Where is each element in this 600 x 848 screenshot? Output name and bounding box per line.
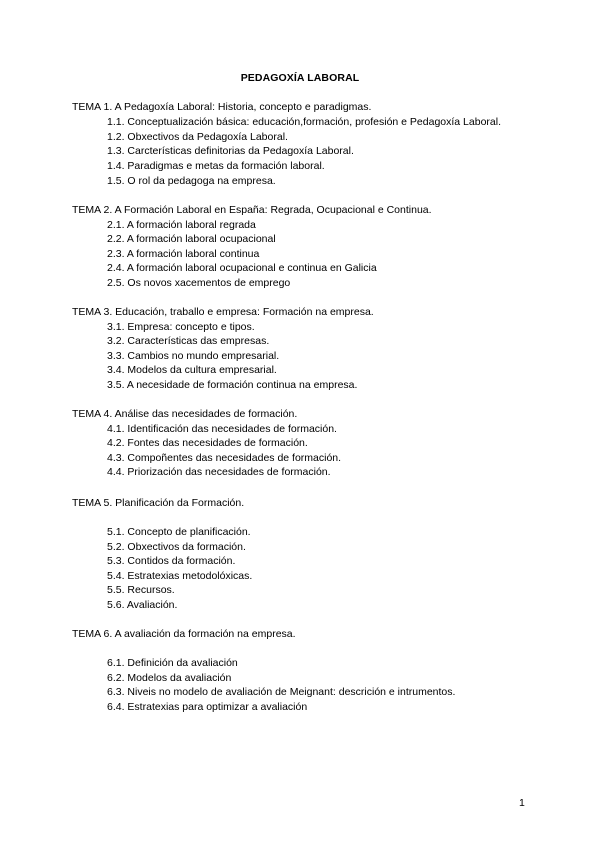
tema-1-item-2: 1.2. Obxectivos da Pedagoxía Laboral. [107,131,288,143]
tema-6-item-4: 6.4. Estratexias para optimizar a avaliación [107,701,308,713]
tema-2-item-5: 2.5. Os novos xacementos de emprego [107,277,291,289]
tema-1-item-1: 1.1. Conceptualización básica: educación,formación, profesión e Pedagoxía Laboral. [107,116,502,128]
tema-5-heading: TEMA 5. Planificación da Formación. [72,497,245,509]
tema-1-item-3: 1.3. Carcterísticas definitorias da Pedagoxía Laboral. [107,145,354,157]
tema-3-item-4: 3.4. Modelos da cultura empresarial. [107,364,277,376]
tema-4-heading: TEMA 4. Análise das necesidades de formación. [72,408,298,420]
page-number: 1 [519,797,525,809]
tema-2-item-2: 2.2. A formación laboral ocupacional [107,233,276,245]
tema-3-item-3: 3.3. Cambios no mundo empresarial. [107,350,280,362]
tema-1-item-5: 1.5. O rol da pedagoga na empresa. [107,175,276,187]
tema-1-heading: TEMA 1. A Pedagoxía Laboral: Historia, concepto e paradigmas. [72,101,372,113]
tema-3-heading: TEMA 3. Educación, traballo e empresa: Formación na empresa. [72,306,374,318]
tema-4-item-3: 4.3. Compoñentes das necesidades de formación. [107,452,342,464]
tema-5-item-3: 5.3. Contidos da formación. [107,555,236,567]
tema-5-item-1: 5.1. Concepto de planificación. [107,526,251,538]
tema-4-item-2: 4.2. Fontes das necesidades de formación. [107,437,308,449]
tema-6-item-3: 6.3. Niveis no modelo de avaliación de Meignant: descrición e intrumentos. [107,686,456,698]
tema-2-item-3: 2.3. A formación laboral continua [107,248,260,260]
tema-2-item-4: 2.4. A formación laboral ocupacional e continua en Galicia [107,262,377,274]
tema-5-item-5: 5.5. Recursos. [107,584,175,596]
tema-3-item-5: 3.5. A necesidade de formación continua na empresa. [107,379,358,391]
tema-3-item-2: 3.2. Características das empresas. [107,335,270,347]
tema-5-item-2: 5.2. Obxectivos da formación. [107,541,246,553]
tema-4-item-4: 4.4. Priorización das necesidades de formación. [107,466,331,478]
tema-4-item-1: 4.1. Identificación das necesidades de formación. [107,423,337,435]
tema-1-item-4: 1.4. Paradigmas e metas da formación laboral. [107,160,325,172]
tema-5-item-6: 5.6. Avaliación. [107,599,178,611]
page-title: PEDAGOXÍA LABORAL [240,72,360,84]
tema-5-item-4: 5.4. Estratexias metodolóxicas. [107,570,253,582]
tema-2-heading: TEMA 2. A Formación Laboral en España: Regrada, Ocupacional e Continua. [72,204,432,216]
tema-2-item-1: 2.1. A formación laboral regrada [107,219,256,231]
tema-3-item-1: 3.1. Empresa: concepto e tipos. [107,321,255,333]
tema-6-heading: TEMA 6. A avaliación da formación na empresa. [72,628,296,640]
tema-6-item-2: 6.2. Modelos da avaliación [107,672,232,684]
tema-6-item-1: 6.1. Definición da avaliación [107,657,238,669]
